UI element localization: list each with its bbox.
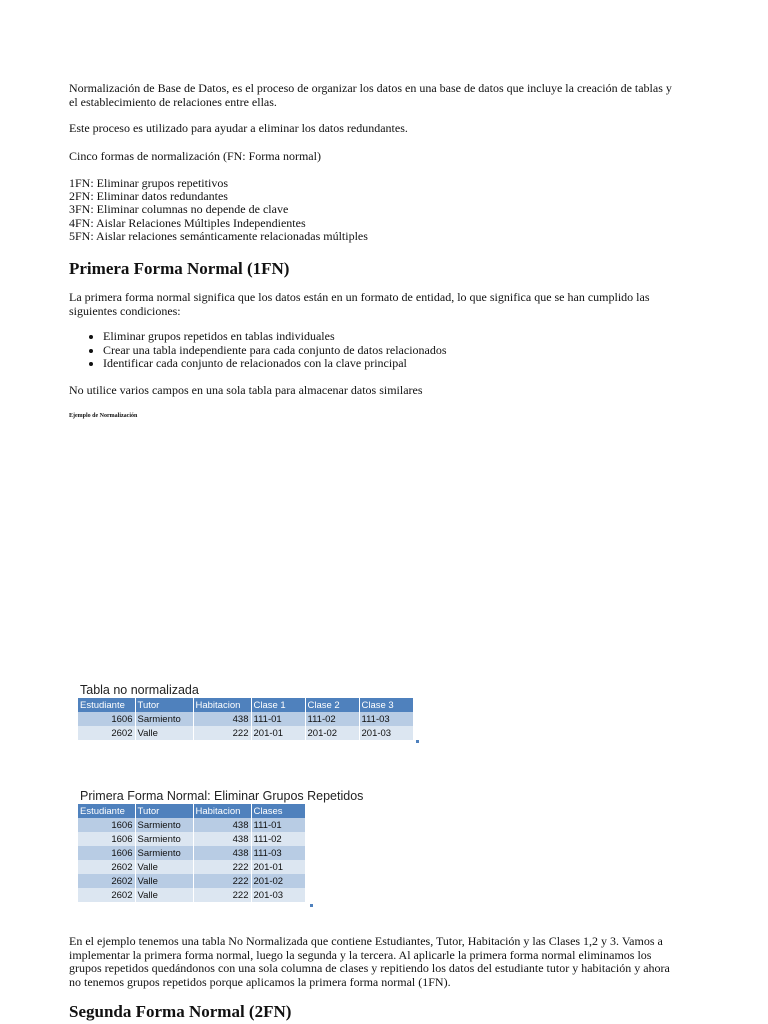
table-cell: Sarmiento [135,832,193,846]
table-cell: 438 [193,846,251,860]
table-cell: Valle [135,860,193,874]
column-header: Habitacion [193,804,251,818]
table-cell: 222 [193,726,251,740]
table-row [78,860,305,874]
column-header: Clase 1 [251,698,305,712]
normal-forms-list [69,177,368,243]
table-cell: 1606 [78,818,135,832]
table-resize-handle [416,740,419,743]
normal-form-item: 1FN: Eliminar grupos repetitivos [69,176,228,190]
column-header: Tutor [135,804,193,818]
table-cell: 111-01 [251,712,305,726]
table-cell: 438 [193,818,251,832]
column-header: Clase 3 [359,698,413,712]
forms-intro-paragraph: Cinco formas de normalización (FN: Forma normal) [69,149,321,163]
1fn-description: La primera forma normal significa que los datos están en un formato de entidad, lo que significa que se han cumplido las siguientes condiciones: [69,290,650,318]
1fn-table-title: Primera Forma Normal: Eliminar Grupos Repetidos [80,789,364,803]
condition-item: • Crear una tabla independiente para cada conjunto de datos relacionados [103,344,447,358]
table-cell: 111-01 [251,818,305,832]
table-cell: 2602 [78,726,135,740]
table-cell: 222 [193,860,251,874]
table-cell: 1606 [78,712,135,726]
normal-form-item: 5FN: Aislar relaciones semánticamente relacionadas múltiples [69,228,368,243]
table-cell: 438 [193,712,251,726]
table-cell: 201-01 [251,860,305,874]
table-row [78,712,413,726]
1fn-note: No utilice varios campos en una sola tabla para almacenar datos similares [69,383,423,397]
table-cell: Sarmiento [135,818,193,832]
table-cell: 222 [193,874,251,888]
table-cell: Valle [135,888,193,902]
example-explanation: En el ejemplo tenemos una tabla No Normalizada que contiene Estudiantes, Tutor, Habitación y las Clases 1,2 y 3. Vamos a implementar la primera forma normal, luego la segunda y la tercera. Al aplicarle la primera forma normal eliminamos los grupos repetidos quedándonos con una sola columna de clases y repitiendo los datos del estudiante tutor y habitación y ahora no tenemos grupos repetidos porque aplicamos la primera forma normal (1FN). [69,934,670,989]
normal-form-item: 4FN: Aislar Relaciones Múltiples Independientes [69,215,306,230]
table-cell: 111-02 [251,832,305,846]
1fn-table [78,804,306,902]
condition-item: • Identificar cada conjunto de relacionados con la clave principal [103,357,447,371]
table-cell: 201-03 [251,888,305,902]
unnormalized-table-title: Tabla no normalizada [80,683,199,697]
table-resize-handle [310,904,313,907]
example-title: Ejemplo de Normalización [69,413,138,419]
table-cell: Valle [135,874,193,888]
table-cell: 2602 [78,860,135,874]
table-cell: 222 [193,888,251,902]
table-cell: 2602 [78,888,135,902]
column-header: Estudiante [78,698,135,712]
heading-1fn: Primera Forma Normal (1FN) [69,259,290,278]
1fn-conditions-list [69,330,447,371]
table-cell: Sarmiento [135,846,193,860]
table-cell: 111-03 [359,712,413,726]
table-row [78,726,413,740]
table-cell: Valle [135,726,193,740]
column-header: Estudiante [78,804,135,818]
table-row [78,832,305,846]
table-cell: 1606 [78,832,135,846]
normal-form-item: 3FN: Eliminar columnas no depende de clave [69,202,289,217]
column-header: Habitacion [193,698,251,712]
table-row [78,888,305,902]
table-cell: 201-01 [251,726,305,740]
table-cell: 111-02 [305,712,359,726]
table-row [78,846,305,860]
table-cell: Sarmiento [135,712,193,726]
unnormalized-table [78,698,414,740]
table-cell: 201-03 [359,726,413,740]
table-cell: 201-02 [251,874,305,888]
purpose-paragraph: Este proceso es utilizado para ayudar a eliminar los datos redundantes. [69,121,408,135]
condition-item: • Eliminar grupos repetidos en tablas individuales [103,330,447,344]
heading-2fn: Segunda Forma Normal (2FN) [69,1002,292,1021]
column-header: Tutor [135,698,193,712]
column-header: Clase 2 [305,698,359,712]
table-cell: 1606 [78,846,135,860]
table-cell: 2602 [78,874,135,888]
table-header-row [78,698,413,712]
table-row [78,818,305,832]
table-cell: 201-02 [305,726,359,740]
table-cell: 438 [193,832,251,846]
table-row [78,874,305,888]
table-header-row [78,804,305,818]
table-cell: 111-03 [251,846,305,860]
normal-form-item: 2FN: Eliminar datos redundantes [69,189,228,204]
column-header: Clases [251,804,305,818]
intro-paragraph: Normalización de Base de Datos, es el proceso de organizar los datos en una base de datos que incluye la creación de tablas y el establecimiento de relaciones entre ellas. [69,81,672,109]
